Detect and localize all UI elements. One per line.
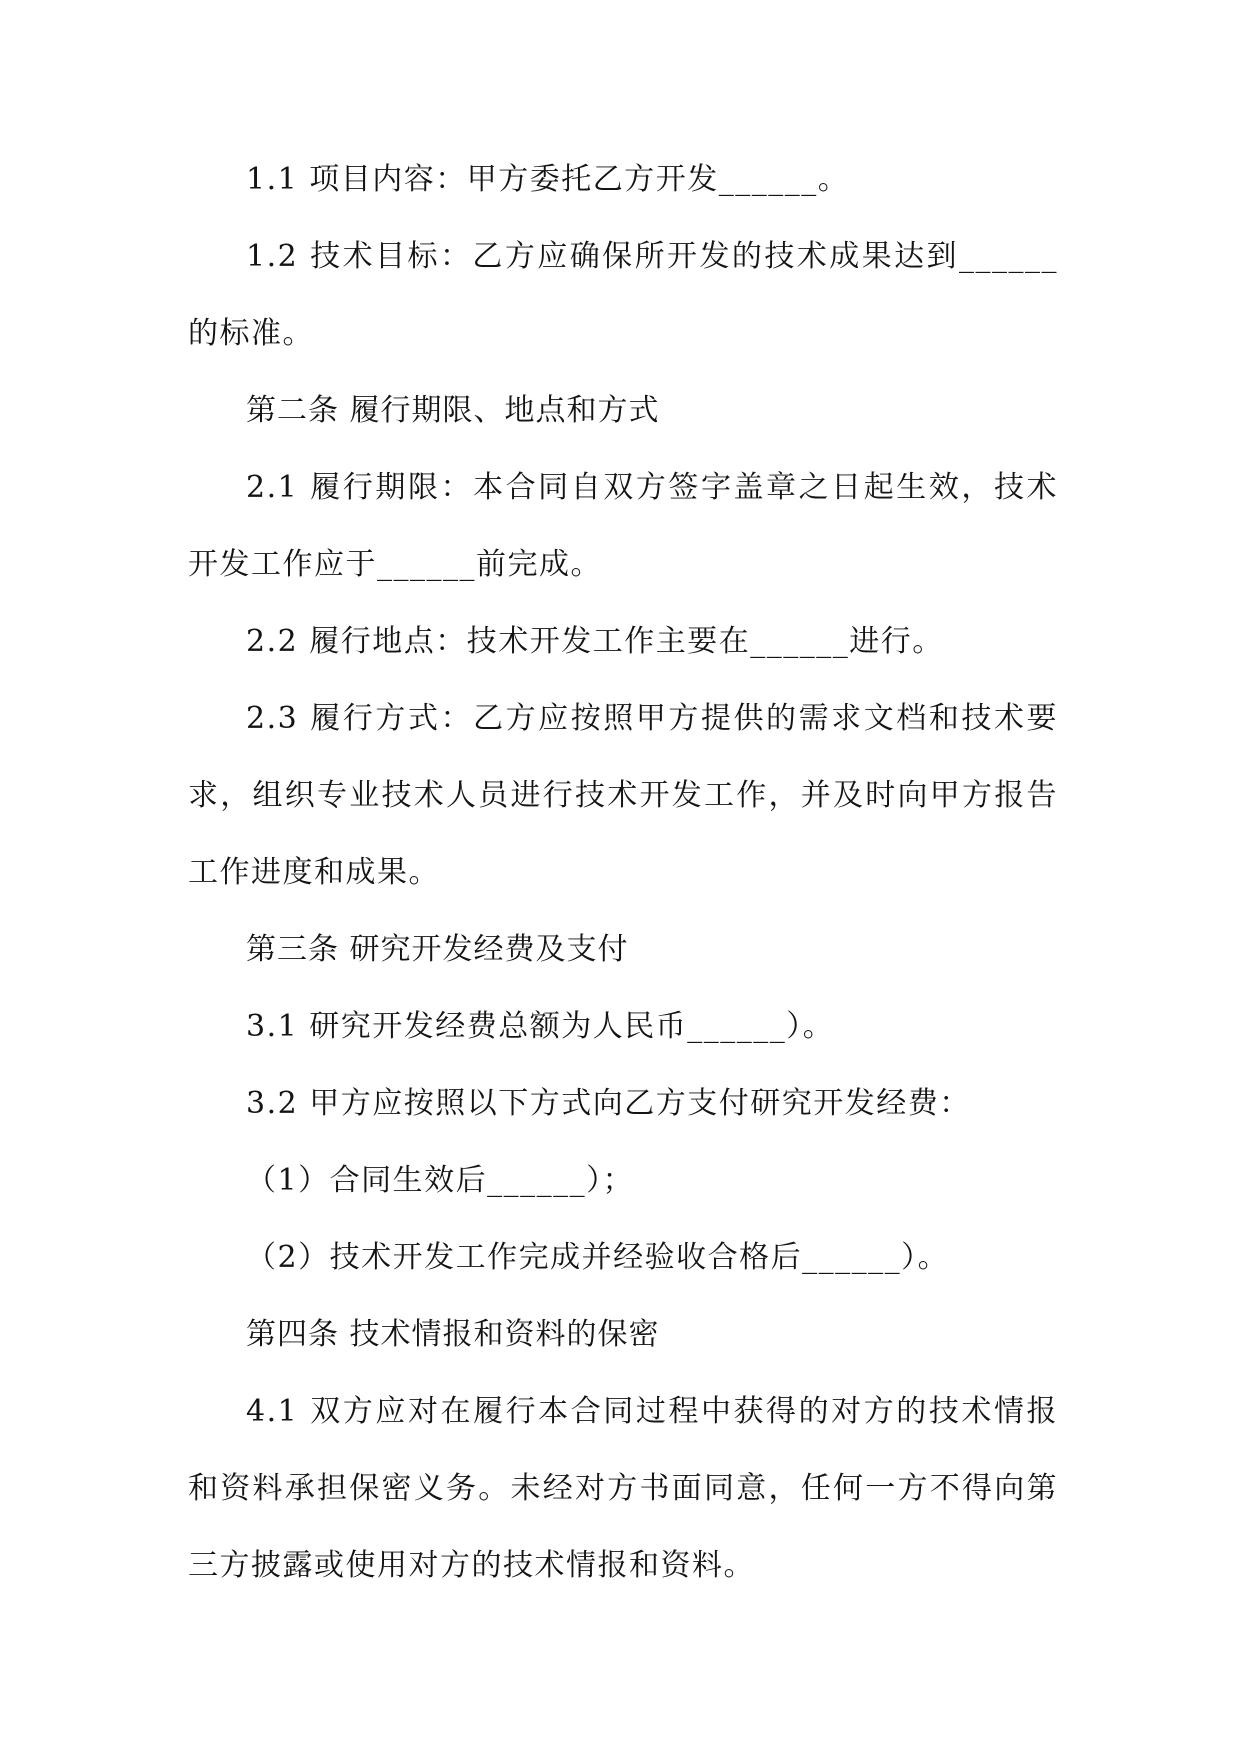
- article-4-heading: 第四条 技术情报和资料的保密: [246, 1317, 660, 1352]
- article-2-heading: 第二条 履行期限、地点和方式: [246, 393, 660, 428]
- clause-1-1: 1.1 项目内容：甲方委托乙方开发______。: [246, 162, 850, 197]
- clause-1-2: 1.2 技术目标：乙方应确保所开发的技术成果达到______的标准。: [188, 239, 1058, 351]
- payment-item-2: （2）技术开发工作完成并经验收合格后______）。: [246, 1240, 950, 1275]
- clause-4-1: 4.1 双方应对在履行本合同过程中获得的对方的技术情报和资料承担保密义务。未经对方书面同意，任何一方不得向第三方披露或使用对方的技术情报和资料。: [188, 1394, 1058, 1583]
- clause-2-2: 2.2 履行地点：技术开发工作主要在______进行。: [246, 624, 944, 659]
- clause-3-1: 3.1 研究开发经费总额为人民币______）。: [246, 1009, 835, 1044]
- clause-2-3: 2.3 履行方式：乙方应按照甲方提供的需求文档和技术要求，组织专业技术人员进行技术开发工作，并及时向甲方报告工作进度和成果。: [188, 701, 1058, 890]
- article-3-heading: 第三条 研究开发经费及支付: [246, 932, 629, 967]
- clause-3-2: 3.2 甲方应按照以下方式向乙方支付研究开发经费：: [246, 1086, 971, 1121]
- document-body: [188, 141, 1058, 1604]
- payment-item-1: （1）合同生效后______）；: [246, 1163, 635, 1198]
- clause-2-1: 2.1 履行期限：本合同自双方签字盖章之日起生效，技术开发工作应于______前完成。: [188, 470, 1058, 582]
